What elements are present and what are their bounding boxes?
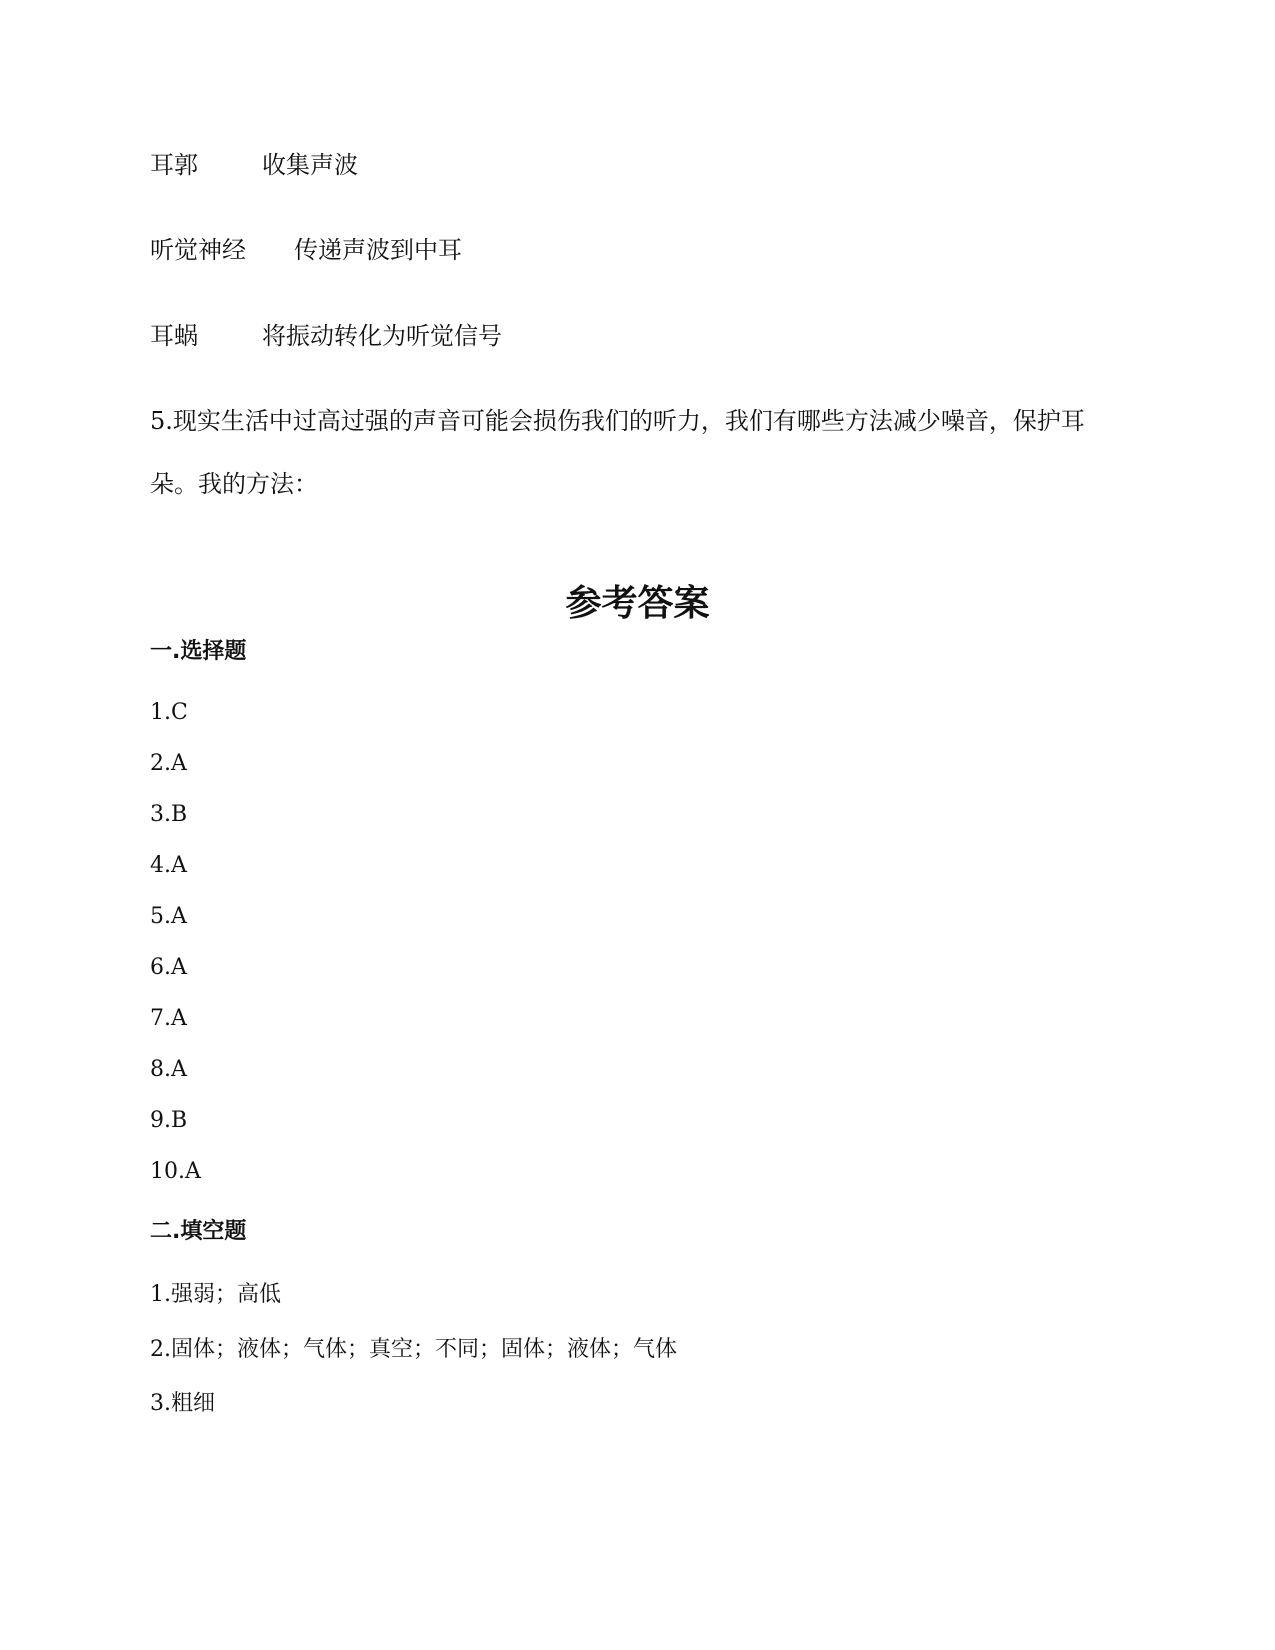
section-1-heading: 一.选择题: [150, 639, 247, 664]
answer-item: 4.A: [150, 853, 187, 878]
match-term-3: 耳蜗: [150, 322, 198, 350]
match-desc-1: 收集声波: [262, 151, 358, 179]
answer-item: 2.固体；液体；气体；真空；不同；固体；液体；气体: [150, 1337, 677, 1362]
answer-item: 1.C: [150, 700, 188, 725]
answer-item: 6.A: [150, 955, 187, 980]
match-term-1: 耳郭: [150, 151, 198, 179]
question-5-line-1: 5.现实生活中过高过强的声音可能会损伤我们的听力，我们有哪些方法减少噪音，保护耳: [150, 407, 1085, 435]
match-desc-3: 将振动转化为听觉信号: [262, 322, 502, 350]
answer-item: 9.B: [150, 1108, 188, 1133]
match-desc-2: 传递声波到中耳: [294, 236, 462, 264]
question-5-line-2: 朵。我的方法：: [150, 470, 318, 498]
answer-item: 7.A: [150, 1006, 187, 1031]
answer-item: 10.A: [150, 1159, 201, 1184]
answer-item: 2.A: [150, 751, 187, 776]
answer-item: 5.A: [150, 904, 187, 929]
answer-item: 3.B: [150, 802, 188, 827]
section-2-heading: 二.填空题: [150, 1219, 247, 1244]
answer-item: 1.强弱；高低: [150, 1282, 281, 1307]
match-term-2: 听觉神经: [150, 236, 246, 264]
answers-title: 参考答案: [565, 583, 710, 624]
answer-item: 3.粗细: [150, 1391, 215, 1416]
answer-item: 8.A: [150, 1057, 187, 1082]
